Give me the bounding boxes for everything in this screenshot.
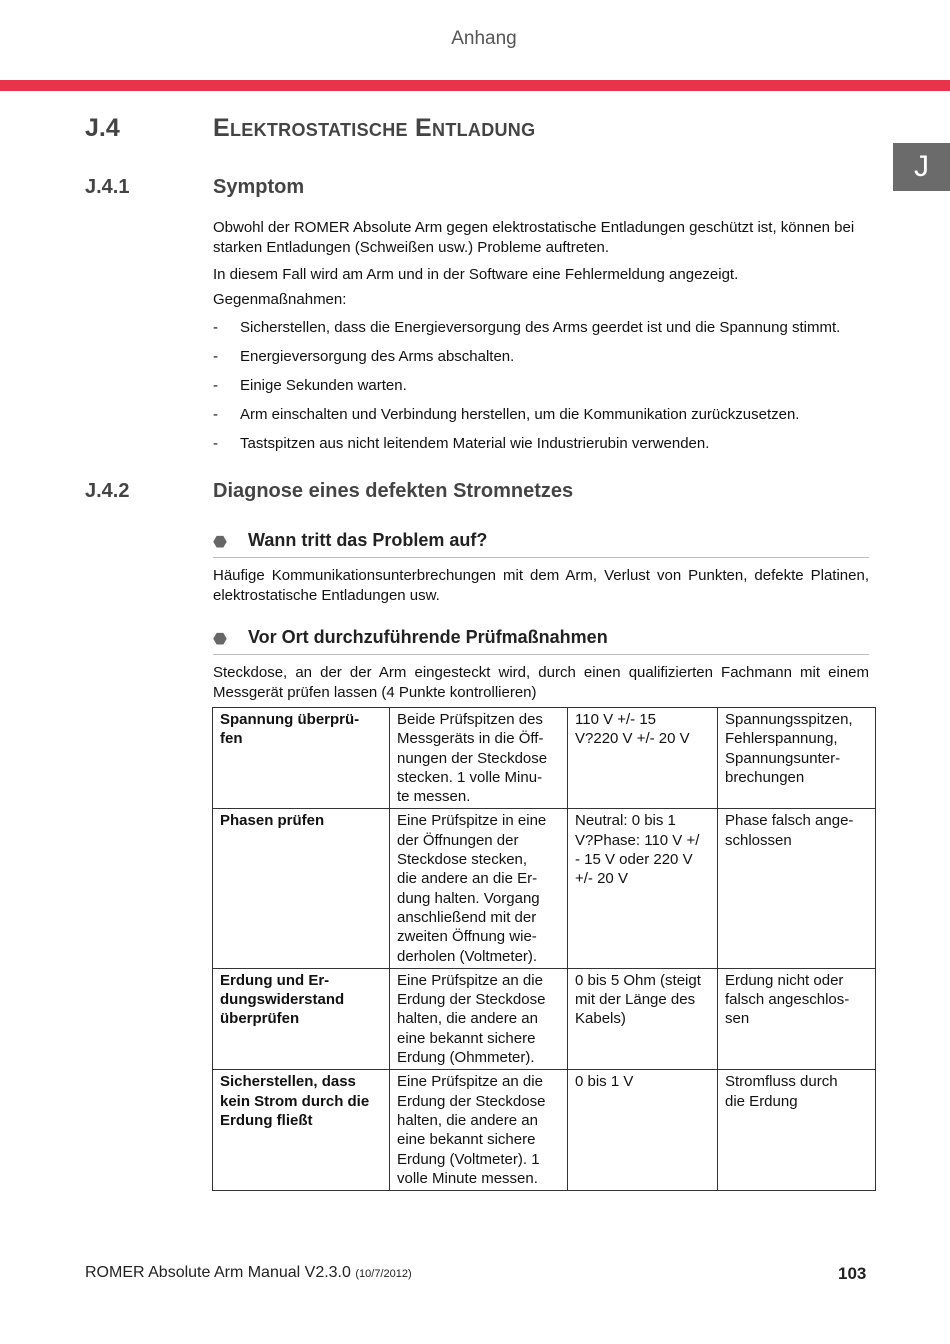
table-cell: 0 bis 5 Ohm (steigt mit der Länge des Kabels) xyxy=(568,968,718,1069)
checks-paragraph: Steckdose, an der der Arm eingesteckt wird, durch einen qualifizierten Fachmann mit einem Messgerät prüfen lassen (4 Punkte kontrollieren) xyxy=(213,664,869,701)
page-number: 103 xyxy=(838,1264,867,1283)
list-item xyxy=(213,434,873,463)
table-cell: Beide Prüfspitzen des Messgeräts in die Öff- nungen der Steckdose stecken. 1 volle Minu- te messen. xyxy=(390,708,568,809)
list-item-text: Energieversorgung des Arms abschalten. xyxy=(240,348,515,365)
list-item-text: Sicherstellen, dass die Energieversorgung des Arms geerdet ist und die Spannung stimmt. xyxy=(240,319,841,336)
table-row xyxy=(213,1070,876,1191)
header-rule xyxy=(0,80,950,91)
hexagon-bullet-icon: ⬣ xyxy=(213,631,227,648)
section-title: Elektrostatische Entladung xyxy=(213,114,536,142)
question-heading-when xyxy=(213,530,869,558)
list-item-text: Einige Sekunden warten. xyxy=(240,377,407,394)
list-item xyxy=(213,318,873,347)
symptom-paragraph-2: In diesem Fall wird am Arm und in der Software eine Fehlermeldung angezeigt. xyxy=(213,266,739,283)
subsection-title-symptom: Symptom xyxy=(213,176,305,198)
table-cell: 0 bis 1 V xyxy=(568,1070,718,1191)
running-header: Anhang xyxy=(451,28,517,49)
measurement-table xyxy=(212,707,876,1191)
footer-date: (10/7/2012) xyxy=(355,1268,412,1280)
dash-marker: - xyxy=(213,406,218,423)
list-item xyxy=(213,376,873,405)
countermeasure-list xyxy=(213,318,873,463)
table-cell: Spannungsspitzen, Fehlerspannung, Spannungsunter- brechungen xyxy=(718,708,876,809)
symptom-paragraph-1: Obwohl der ROMER Absolute Arm gegen elektrostatische Entladungen geschützt ist, können bei starken Entladungen (Schweißen usw.) Probleme auftreten. xyxy=(213,219,855,256)
footer-manual-name: ROMER Absolute Arm Manual V2.3.0 xyxy=(85,1264,351,1281)
table-cell: Phase falsch ange- schlossen xyxy=(718,809,876,968)
list-item xyxy=(213,347,873,376)
table-cell: Eine Prüfspitze an die Erdung der Steckdose halten, die andere an eine bekannt sichere Erdung (Voltmeter). 1 volle Minute messen. xyxy=(390,1070,568,1191)
list-item-text: Tastspitzen aus nicht leitendem Material wie Industrierubin verwenden. xyxy=(240,435,710,452)
question-title-when: Wann tritt das Problem auf? xyxy=(248,530,488,550)
when-paragraph: Häufige Kommunikationsunterbrechungen mit dem Arm, Verlust von Punkten, defekte Platinen, elektrostatische Entladungen usw. xyxy=(213,567,869,604)
table-cell: Eine Prüfspitze in eine der Öffnungen der Steckdose stecken, die andere an die Er- dung halten. Vorgang anschließend mit der zweiten Öffnung wie- derholen (Voltmeter). xyxy=(390,809,568,968)
symptom-paragraph-3: Gegenmaßnahmen: xyxy=(213,291,347,308)
table-cell: Erdung und Er- dungswiderstand überprüfen xyxy=(213,968,390,1069)
hexagon-bullet-icon: ⬣ xyxy=(213,534,227,551)
table-cell: Sicherstellen, dass kein Strom durch die Erdung fließt xyxy=(213,1070,390,1191)
section-number: J.4 xyxy=(85,114,120,142)
subsection-number-symptom: J.4.1 xyxy=(85,176,130,198)
table-cell: Eine Prüfspitze an die Erdung der Steckdose halten, die andere an eine bekannt sichere Erdung (Ohmmeter). xyxy=(390,968,568,1069)
table-cell: Spannung überprü- fen xyxy=(213,708,390,809)
table-cell: Phasen prüfen xyxy=(213,809,390,968)
question-title-checks: Vor Ort durchzuführende Prüfmaßnahmen xyxy=(248,627,608,647)
list-item xyxy=(213,405,873,434)
footer-manual-title xyxy=(85,1264,412,1282)
table-row xyxy=(213,708,876,809)
table-cell: Neutral: 0 bis 1 V?Phase: 110 V +/ - 15 V oder 220 V +/- 20 V xyxy=(568,809,718,968)
table-row xyxy=(213,809,876,968)
subsection-title-diagnose: Diagnose eines defekten Stromnetzes xyxy=(213,480,574,502)
question-heading-checks xyxy=(213,627,869,655)
dash-marker: - xyxy=(213,377,218,394)
dash-marker: - xyxy=(213,319,218,336)
chapter-tab: J xyxy=(893,143,950,191)
list-item-text: Arm einschalten und Verbindung herstellen, um die Kommunikation zurückzusetzen. xyxy=(240,406,800,423)
subsection-number-diagnose: J.4.2 xyxy=(85,480,130,502)
table-cell: Stromfluss durch die Erdung xyxy=(718,1070,876,1191)
dash-marker: - xyxy=(213,435,218,452)
table-cell: Erdung nicht oder falsch angeschlos- sen xyxy=(718,968,876,1069)
table-cell: 110 V +/- 15 V?220 V +/- 20 V xyxy=(568,708,718,809)
table-row xyxy=(213,968,876,1069)
dash-marker: - xyxy=(213,348,218,365)
